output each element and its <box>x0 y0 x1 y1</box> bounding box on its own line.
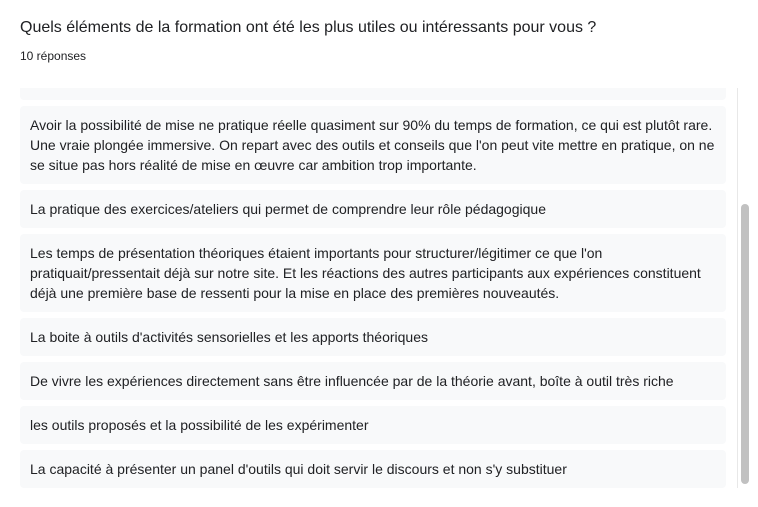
question-title: Quels éléments de la formation ont été les plus utiles ou intéressants pour vous ? <box>20 19 597 36</box>
response-item <box>20 88 726 100</box>
response-item: les outils proposés et la possibilité de les expérimenter <box>20 406 726 444</box>
response-item: Avoir la possibilité de mise ne pratique réelle quasiment sur 90% du temps de formation, ce qui est plutôt rare. Une vraie plongée immersive. On repart avec des outils et conseils que l'on peut vite mettre en pratique, on ne se situe pas hors réalité de mise en œuvre car ambition trop importante. <box>20 106 726 184</box>
responses-scrollbar[interactable] <box>737 88 751 488</box>
responses-list[interactable] <box>20 88 736 488</box>
response-item: Les temps de présentation théoriques étaient importants pour structurer/légitimer ce que l'on pratiquait/pressentait déjà sur notre site. Et les réactions des autres participants aux expériences constituent déjà une première base de ressenti pour la mise en place des premières nouveautés. <box>20 234 726 312</box>
response-count: 10 réponses <box>20 49 87 63</box>
response-item: La capacité à présenter un panel d'outils qui doit servir le discours et non s'y substituer <box>20 450 726 488</box>
response-item: De vivre les expériences directement sans être influencée par de la théorie avant, boîte à outil très riche <box>20 362 726 400</box>
scrollbar-thumb[interactable] <box>741 204 749 484</box>
response-item: La boite à outils d'activités sensorielles et les apports théoriques <box>20 318 726 356</box>
response-item: La pratique des exercices/ateliers qui permet de comprendre leur rôle pédagogique <box>20 190 726 228</box>
